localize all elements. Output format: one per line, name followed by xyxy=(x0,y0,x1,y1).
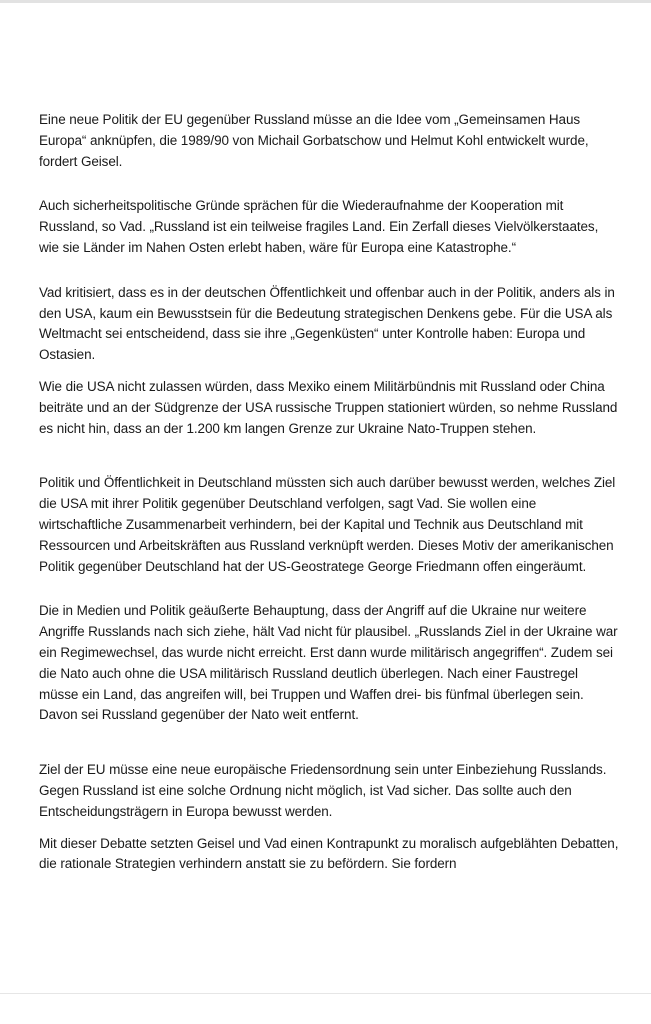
paragraph-3: Vad kritisiert, dass es in der deutschen Öffentlichkeit und offenbar auch in der Politik, anders als in den USA, kaum ein Bewusstsein für die Bedeutung strategischen Denkens gebe. Für die USA als Weltmacht sei entscheidend, dass sie ihre „Gegenküsten“ unter Kontrolle haben: Europa und Ostasien. xyxy=(39,284,615,363)
paragraph-1: Eine neue Politik der EU gegenüber Russland müsse an die Idee vom „Gemeinsamen Haus Europa“ anknüpfen, die 1989/90 von Michail Gorbatschow und Helmut Kohl entwickelt wurde, fordert Geisel. xyxy=(39,112,589,169)
paragraph-4: Wie die USA nicht zulassen würden, dass Mexiko einem Militärbündnis mit Russland oder China beiträte und an der Südgrenze der USA russische Truppen stationiert würden, so nehme Russland es nicht hin, dass an der 1.200 km langen Grenze zur Ukraine Nato-Truppen stehen. xyxy=(39,378,618,436)
paragraph-5: Politik und Öffentlichkeit in Deutschland müssten sich auch darüber bewusst werden, welches Ziel die USA mit ihrer Politik gegenüber Deutschland verfolgen, sagt Vad. Sie wollen eine wirtschaftliche Zusammenarbeit verhindern, bei der Kapital und Technik aus Deutschland mit Ressourcen und Arbeitskräften aus Russland verknüpft werden. Dieses Motiv der amerikanischen Politik gegenüber Deutschland hat der US-Geostratege George Friedmann offen eingeräumt. xyxy=(39,475,616,574)
paragraph-2: Auch sicherheitspolitische Gründe sprächen für die Wiederaufnahme der Kooperation mit Russland, so Vad. „Russland ist ein teilweise fragiles Land. Ein Zerfall dieses Vielvölkerstaates, wie sie Länder im Nahen Osten erlebt haben, wäre für Europa eine Katastrophe.“ xyxy=(39,198,599,255)
top-border xyxy=(0,0,651,3)
paragraph-8: Mit dieser Debatte setzten Geisel und Vad einen Kontrapunkt zu moralisch aufgeblähten Debatten, die rationale Strategien verhindern anstatt sie zu befördern. Sie fordern xyxy=(39,835,619,872)
document-body xyxy=(39,110,619,875)
paragraph-7: Ziel der EU müsse eine neue europäische Friedensordnung sein unter Einbeziehung Russlands. Gegen Russland ist eine solche Ordnung nicht möglich, ist Vad sicher. Das sollte auch den Entscheidungsträgern in Europa bewusst werden. xyxy=(39,762,607,819)
bottom-border xyxy=(0,993,651,994)
paragraph-6: Die in Medien und Politik geäußerte Behauptung, dass der Angriff auf die Ukraine nur weitere Angriffe Russlands nach sich ziehe, hält Vad nicht für plausibel. „Russlands Ziel in der Ukraine war ein Regimewechsel, das wurde nicht erreicht. Erst dann wurde militärisch angegriffen“. Zudem sei die Nato auch ohne die USA militärisch Russland deutlich überlegen. Nach einer Faustregel müsse ein Land, das angreifen will, bei Truppen und Waffen drei- bis fünfmal überlegen sein. Davon sei Russland gegenüber der Nato weit entfernt. xyxy=(39,603,618,723)
